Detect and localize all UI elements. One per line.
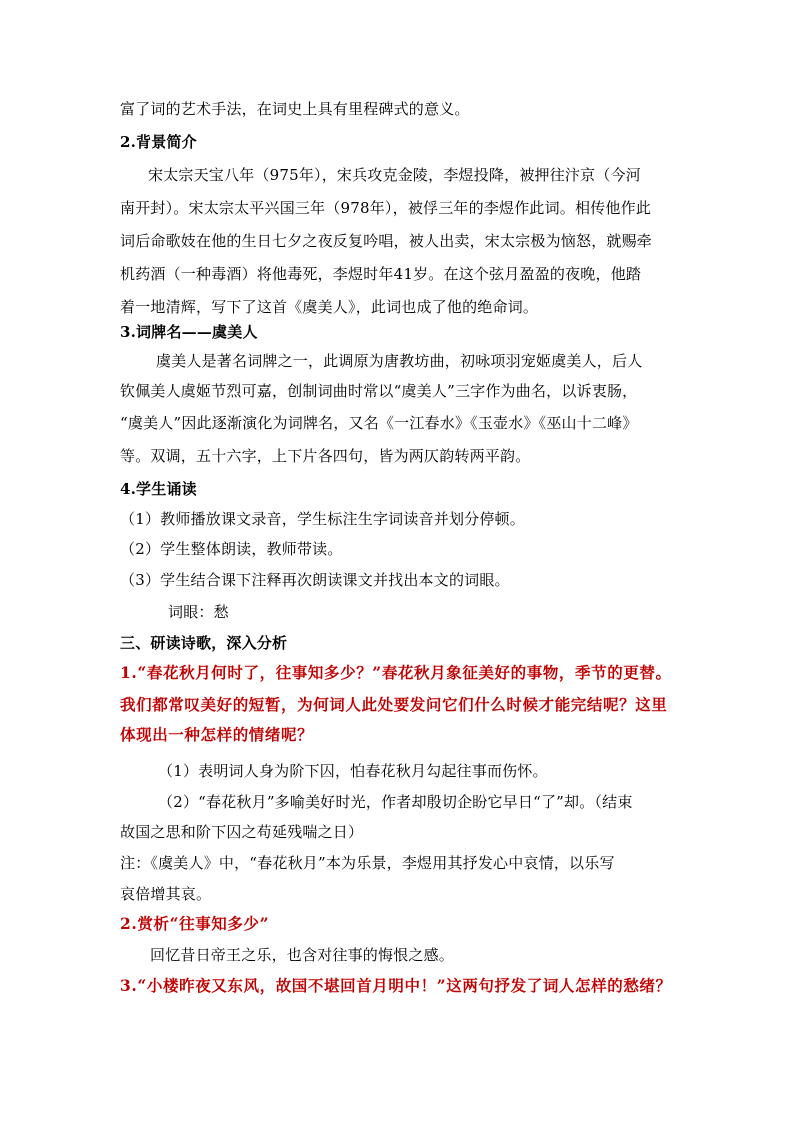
list-item: （2）学生整体朗读，教师带读。 — [120, 540, 343, 558]
question-line: 体现出一种怎样的情绪呢？ — [120, 725, 314, 744]
question-line: 3.“小楼昨夜又东风，故国不堪回首月明中！”这两句抒发了词人怎样的愁绪？ — [120, 976, 672, 995]
question-line: 2.赏析“往事知多少” — [120, 914, 270, 933]
note-line: 注：《虞美人》中，“春花秋月”本为乐景，李煜用其抒发心中哀情，以乐写 — [120, 854, 615, 872]
section-heading: 三、研读诗歌，深入分析 — [120, 634, 288, 652]
text-line-continuation: 富了词的艺术手法，在词史上具有里程碑式的意义。 — [120, 100, 470, 118]
answer-line: 故国之思和阶下囚之苟延残喘之日） — [120, 823, 364, 841]
answer-line: （2）“春花秋月”多喻美好时光，作者却殷切企盼它早日“了”却。（结束 — [158, 793, 633, 811]
paragraph-line: 着一地清辉，写下了这首《虞美人》，此词也成了他的绝命词。 — [120, 298, 539, 316]
paragraph-line: 词后命歌妓在他的生日七夕之夜反复吟唱，被人出卖，宋太宗极为恼怒，就赐牵 — [120, 232, 653, 250]
ci-eye-answer: 词眼：愁 — [168, 603, 229, 621]
answer-line: 回忆昔日帝王之乐，也含对往事的悔恨之感。 — [150, 946, 455, 964]
paragraph-line: “虞美人”因此逐渐演化为词牌名，又名《一江春水》《玉壶水》《巫山十二峰》 — [120, 414, 638, 432]
heading-student-reading: 4.学生诵读 — [120, 480, 197, 498]
list-item: （1）教师播放课文录音，学生标注生字词读音并划分停顿。 — [120, 510, 525, 528]
paragraph-line: 虞美人是著名词牌之一，此调原为唐教坊曲，初咏项羽宠姬虞美人，后人 — [156, 352, 643, 370]
answer-line: （1）表明词人身为阶下囚，怕春花秋月勾起往事而伤怀。 — [158, 762, 548, 780]
paragraph-line: 宋太宗天宝八年（975年），宋兵攻克金陵，李煜投降，被押往汴京（今河 — [148, 166, 641, 184]
question-line: 我们都常叹美好的短暂，为何词人此处要发问它们什么时候才能完结呢？这里 — [120, 695, 668, 714]
paragraph-line: 钦佩美人虞姬节烈可嘉，创制词曲时常以“虞美人”三字作为曲名，以诉衷肠， — [120, 382, 638, 400]
heading-background: 2.背景简介 — [120, 133, 197, 151]
note-line: 哀倍增其哀。 — [120, 885, 212, 903]
question-line: 1.“春花秋月何时了，往事知多少？”春花秋月象征美好的事物，季节的更替。 — [120, 663, 672, 682]
paragraph-line: 机药酒（一种毒酒）将他毒死，李煜时年41岁。在这个弦月盈盈的夜晚，他踏 — [120, 265, 642, 283]
list-item: （3）学生结合课下注释再次朗读课文并找出本文的词眼。 — [120, 571, 510, 589]
heading-cipai: 3.词牌名——虞美人 — [120, 323, 258, 341]
paragraph-line: 等。双调，五十六字，上下片各四句，皆为两仄韵转两平韵。 — [120, 447, 531, 465]
paragraph-line: 南开封）。宋太宗太平兴国三年（978年），被俘三年的李煜作此词。相传他作此 — [120, 199, 652, 217]
